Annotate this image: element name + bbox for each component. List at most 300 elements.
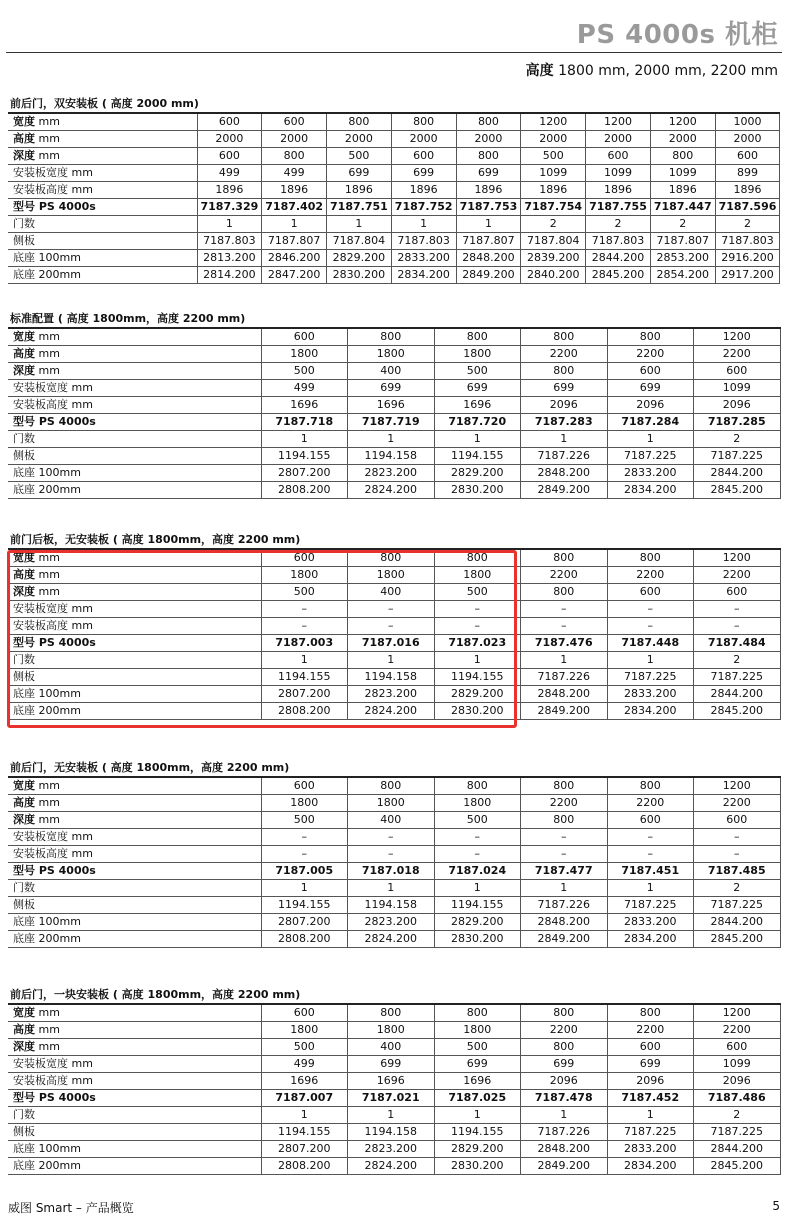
table-cell: 499 [197,165,262,182]
table-cell: 699 [434,1056,521,1073]
table-cell: 1099 [694,380,781,397]
table-cell: 2834.200 [607,703,694,720]
table-cell: 2 [694,652,781,669]
table-cell: 2096 [607,1073,694,1090]
table-cell: 500 [261,812,348,829]
table-cell: 2 [521,216,586,233]
row-label: 底座 200mm [8,482,261,499]
row-label-text: 高度 [13,796,35,809]
table-row [8,216,780,233]
row-label: 底座 100mm [8,914,261,931]
table-cell: 1696 [348,397,435,414]
table-cell: – [348,829,435,846]
table-cell: 800 [434,1004,521,1022]
row-label: 安装板高度 mm [8,1073,261,1090]
table-cell: 2813.200 [197,250,262,267]
table-cell: 7187.024 [434,863,521,880]
table-row [8,148,780,165]
row-unit: mm [38,813,60,826]
table-cell: – [261,829,348,846]
table-cell: 2839.200 [521,250,586,267]
table-cell: 800 [521,1039,608,1056]
table-cell: 7187.451 [607,863,694,880]
table-cell: 1 [434,431,521,448]
table-row [8,863,780,880]
table-cell: 7187.284 [607,414,694,431]
table-cell: 600 [694,1039,781,1056]
row-label [8,1039,261,1056]
section-title: 前后门，一块安装板 ( 高度 1800mm，高度 2200 mm) [10,988,301,1001]
table-cell: 800 [650,148,715,165]
row-label: 安装板高度 mm [8,397,261,414]
table-cell: 500 [261,1039,348,1056]
table-row [8,846,780,863]
row-label [8,131,197,148]
section-doors-one-mounting-plate [8,987,780,1175]
spec-table [8,548,781,720]
table-row [8,1073,780,1090]
table-cell: 2834.200 [607,482,694,499]
table-cell: 800 [521,1004,608,1022]
table-cell: 2200 [521,346,608,363]
table-cell: 600 [715,148,780,165]
table-cell: 500 [261,363,348,380]
table-row [8,267,780,284]
table-row [8,113,780,131]
table-row [8,686,780,703]
title-divider [6,52,782,53]
table-row [8,795,780,812]
table-cell: 2096 [607,397,694,414]
row-label [8,584,261,601]
table-cell: 7187.478 [521,1090,608,1107]
table-cell: 600 [261,1004,348,1022]
table-cell: 1800 [434,795,521,812]
table-cell: 1194.155 [261,1124,348,1141]
row-label [8,795,261,812]
row-label: 安装板宽度 mm [8,1056,261,1073]
table-cell: 1 [521,652,608,669]
table-cell: 2808.200 [261,482,348,499]
table-cell: 2000 [586,131,651,148]
table-cell: 7187.753 [456,199,521,216]
table-cell: 7187.807 [262,233,327,250]
table-cell: 500 [521,148,586,165]
table-cell: 2830.200 [434,482,521,499]
table-cell: 600 [694,363,781,380]
table-cell: 600 [197,113,262,131]
table-cell: 1800 [348,795,435,812]
table-cell: 800 [391,113,456,131]
table-cell: 2000 [456,131,521,148]
table-cell: 1896 [521,182,586,199]
row-label-text: 宽度 [13,779,35,792]
table-cell: 1200 [694,549,781,567]
table-cell: 600 [607,812,694,829]
table-row [8,880,780,897]
row-unit: mm [38,796,60,809]
table-cell: 1 [327,216,392,233]
table-cell: 7187.807 [456,233,521,250]
spec-table [8,1003,781,1175]
table-row [8,414,780,431]
table-cell: – [348,618,435,635]
row-unit: mm [38,149,60,162]
row-label: 底座 200mm [8,703,261,720]
table-cell: – [261,601,348,618]
table-cell: 2845.200 [694,1158,781,1175]
table-row [8,1004,780,1022]
row-label: 底座 200mm [8,931,261,948]
table-cell: 499 [262,165,327,182]
table-cell: 699 [391,165,456,182]
table-cell: 7187.226 [521,897,608,914]
table-cell: 7187.402 [262,199,327,216]
table-cell: 1200 [694,328,781,346]
row-label-text: 深度 [13,149,35,162]
row-label [8,1004,261,1022]
table-row [8,1107,780,1124]
table-cell: 2833.200 [391,250,456,267]
table-cell: 1896 [586,182,651,199]
table-cell: 1194.158 [348,448,435,465]
table-cell: 2096 [694,397,781,414]
table-cell: – [521,846,608,863]
table-cell: 2847.200 [262,267,327,284]
row-label-text: 深度 [13,1040,35,1053]
row-label: 门数 [8,880,261,897]
table-cell: 600 [262,113,327,131]
table-cell: – [607,618,694,635]
table-cell: 1 [521,431,608,448]
table-cell: 1800 [261,346,348,363]
table-cell: 2829.200 [327,250,392,267]
table-cell: 1 [348,652,435,669]
table-cell: 7187.226 [521,1124,608,1141]
table-row [8,482,780,499]
table-cell: 2823.200 [348,1141,435,1158]
row-label: 门数 [8,431,261,448]
table-row [8,1141,780,1158]
section-title: 前后门，双安装板 ( 高度 2000 mm) [10,97,199,110]
table-cell: 2200 [607,567,694,584]
table-cell: – [694,601,781,618]
table-cell: 7187.447 [650,199,715,216]
table-row [8,328,780,346]
table-row [8,897,780,914]
table-cell: – [521,829,608,846]
row-label-text: 高度 [13,347,35,360]
table-cell: 2824.200 [348,482,435,499]
table-row [8,669,780,686]
row-label: 安装板宽度 mm [8,380,261,397]
table-cell: 1194.158 [348,1124,435,1141]
table-cell: 2000 [262,131,327,148]
row-label [8,549,261,567]
row-unit: mm [38,132,60,145]
row-label-text: 宽度 [13,551,35,564]
row-label-text: 深度 [13,813,35,826]
table-cell: – [607,846,694,863]
page-title: PS 4000s 机柜 [576,20,778,50]
table-cell: – [694,829,781,846]
table-cell: 500 [261,584,348,601]
row-label-text: 深度 [13,585,35,598]
table-cell: 699 [348,380,435,397]
table-cell: 2 [586,216,651,233]
table-cell: – [694,618,781,635]
table-cell: 1194.155 [261,669,348,686]
table-cell: 7187.226 [521,669,608,686]
table-cell: 2830.200 [434,931,521,948]
section-front-door-rear-panel [8,532,780,720]
table-row [8,549,780,567]
section-title: 前后门，无安装板 ( 高度 1800mm，高度 2200 mm) [10,761,290,774]
table-row [8,448,780,465]
row-label: 门数 [8,216,197,233]
table-cell: 2808.200 [261,931,348,948]
table-cell: 2200 [694,795,781,812]
table-cell: 2 [715,216,780,233]
table-cell: 600 [197,148,262,165]
table-row [8,777,780,795]
section-standard-config [8,311,780,499]
table-cell: 2853.200 [650,250,715,267]
table-cell: 7187.007 [261,1090,348,1107]
table-cell: 7187.751 [327,199,392,216]
table-cell: 2916.200 [715,250,780,267]
table-cell: 2830.200 [434,703,521,720]
table-cell: 2849.200 [521,703,608,720]
table-cell: 2200 [694,1022,781,1039]
table-cell: 800 [607,777,694,795]
table-cell: 600 [607,363,694,380]
table-cell: 1896 [391,182,456,199]
table-cell: 7187.755 [586,199,651,216]
table-cell: 7187.718 [261,414,348,431]
row-unit: mm [38,364,60,377]
table-cell: 2200 [607,1022,694,1039]
table-cell: 699 [456,165,521,182]
table-cell: 7187.719 [348,414,435,431]
table-cell: 699 [327,165,392,182]
table-cell: 2200 [521,1022,608,1039]
table-cell: 2000 [327,131,392,148]
table-cell: 1800 [261,1022,348,1039]
table-cell: 2824.200 [348,931,435,948]
table-cell: 1194.155 [434,669,521,686]
table-cell: 7187.477 [521,863,608,880]
row-label-text: 宽度 [13,330,35,343]
table-cell: 2833.200 [607,914,694,931]
table-cell: 1 [607,431,694,448]
row-label: 底座 200mm [8,1158,261,1175]
table-cell: 800 [607,1004,694,1022]
table-cell: 1194.155 [261,448,348,465]
table-row [8,250,780,267]
spec-table [8,112,780,284]
table-cell: 2808.200 [261,1158,348,1175]
table-cell: 1000 [715,113,780,131]
table-cell: 7187.018 [348,863,435,880]
table-cell: 1 [607,1107,694,1124]
table-cell: 2200 [607,795,694,812]
table-cell: 600 [586,148,651,165]
table-row [8,914,780,931]
table-row [8,567,780,584]
table-row [8,652,780,669]
table-cell: 7187.484 [694,635,781,652]
table-cell: 7187.804 [327,233,392,250]
table-cell: 7187.807 [650,233,715,250]
row-label-text: 高度 [13,1023,35,1036]
table-cell: 2844.200 [694,686,781,703]
table-cell: 2846.200 [262,250,327,267]
table-row [8,931,780,948]
row-unit: mm [38,779,60,792]
table-cell: 1 [607,652,694,669]
row-label-text: 宽度 [13,1006,35,1019]
table-cell: 7187.025 [434,1090,521,1107]
table-cell: 2845.200 [586,267,651,284]
table-cell: 800 [434,777,521,795]
row-unit: mm [38,1006,60,1019]
row-label: 安装板高度 mm [8,618,261,635]
table-cell: 1696 [261,1073,348,1090]
table-cell: 1194.155 [434,897,521,914]
table-cell: 2096 [521,397,608,414]
table-cell: 1800 [434,1022,521,1039]
table-cell: 1896 [197,182,262,199]
row-label: 门数 [8,1107,261,1124]
table-cell: 500 [327,148,392,165]
table-cell: 2823.200 [348,465,435,482]
table-cell: 1800 [348,1022,435,1039]
table-row [8,165,780,182]
table-cell: 1 [348,880,435,897]
table-cell: 1 [521,880,608,897]
table-cell: 400 [348,1039,435,1056]
table-cell: 1800 [261,795,348,812]
row-label: 底座 100mm [8,686,261,703]
table-cell: 2849.200 [521,1158,608,1175]
table-cell: 2834.200 [391,267,456,284]
table-row [8,1158,780,1175]
table-cell: 2000 [391,131,456,148]
row-label: 安装板宽度 mm [8,601,261,618]
table-cell: 2200 [521,795,608,812]
row-label: 侧板 [8,897,261,914]
table-cell: 800 [521,812,608,829]
table-cell: 2830.200 [327,267,392,284]
table-cell: 1 [197,216,262,233]
table-row [8,431,780,448]
table-cell: 1696 [348,1073,435,1090]
table-cell: 1194.158 [348,897,435,914]
row-label-text: 深度 [13,364,35,377]
row-label: 侧板 [8,233,197,250]
table-cell: 800 [521,328,608,346]
table-cell: 7187.720 [434,414,521,431]
subtitle-label: 高度 [525,63,554,79]
table-cell: 1194.155 [434,448,521,465]
table-cell: 1896 [456,182,521,199]
table-cell: 2848.200 [521,914,608,931]
table-cell: – [261,846,348,863]
table-cell: – [694,846,781,863]
table-cell: 600 [391,148,456,165]
row-unit: mm [38,1040,60,1053]
table-cell: 1 [434,1107,521,1124]
table-cell: 500 [434,363,521,380]
table-cell: 7187.225 [694,669,781,686]
row-label: 底座 100mm [8,465,261,482]
table-cell: 400 [348,584,435,601]
table-cell: 600 [261,328,348,346]
table-cell: 1099 [694,1056,781,1073]
table-cell: 7187.021 [348,1090,435,1107]
table-row [8,703,780,720]
table-cell: 500 [434,584,521,601]
table-cell: 2807.200 [261,1141,348,1158]
table-cell: 2844.200 [586,250,651,267]
table-cell: 2844.200 [694,914,781,931]
row-label: 型号 PS 4000s [8,635,261,652]
table-cell: 7187.596 [715,199,780,216]
table-cell: 7187.448 [607,635,694,652]
row-label: 侧板 [8,448,261,465]
table-cell: 7187.486 [694,1090,781,1107]
table-cell: 800 [456,113,521,131]
table-row [8,584,780,601]
table-cell: 2 [694,431,781,448]
table-row [8,465,780,482]
row-label [8,346,261,363]
table-cell: 2848.200 [521,686,608,703]
row-unit: mm [38,347,60,360]
row-label [8,328,261,346]
table-cell: 600 [261,549,348,567]
table-cell: 1 [261,652,348,669]
table-cell: 7187.225 [607,1124,694,1141]
table-cell: 7187.225 [607,448,694,465]
table-cell: 499 [261,380,348,397]
table-cell: 2200 [694,567,781,584]
table-cell: 800 [434,549,521,567]
table-cell: 7187.225 [694,1124,781,1141]
row-label: 侧板 [8,1124,261,1141]
table-cell: 1 [456,216,521,233]
table-cell: 2833.200 [607,1141,694,1158]
table-cell: 1896 [327,182,392,199]
table-cell: 7187.225 [607,669,694,686]
table-cell: 2829.200 [434,914,521,931]
spec-table [8,776,781,948]
table-cell: 2807.200 [261,914,348,931]
table-cell: 800 [607,328,694,346]
table-cell: 2844.200 [694,1141,781,1158]
row-label: 底座 100mm [8,1141,261,1158]
table-cell: 1696 [434,1073,521,1090]
table-cell: 1896 [715,182,780,199]
table-cell: – [434,829,521,846]
table-cell: 2849.200 [521,931,608,948]
table-cell: 2845.200 [694,931,781,948]
table-cell: 800 [521,584,608,601]
table-cell: 2849.200 [521,482,608,499]
table-cell: 2824.200 [348,703,435,720]
table-cell: 7187.803 [586,233,651,250]
